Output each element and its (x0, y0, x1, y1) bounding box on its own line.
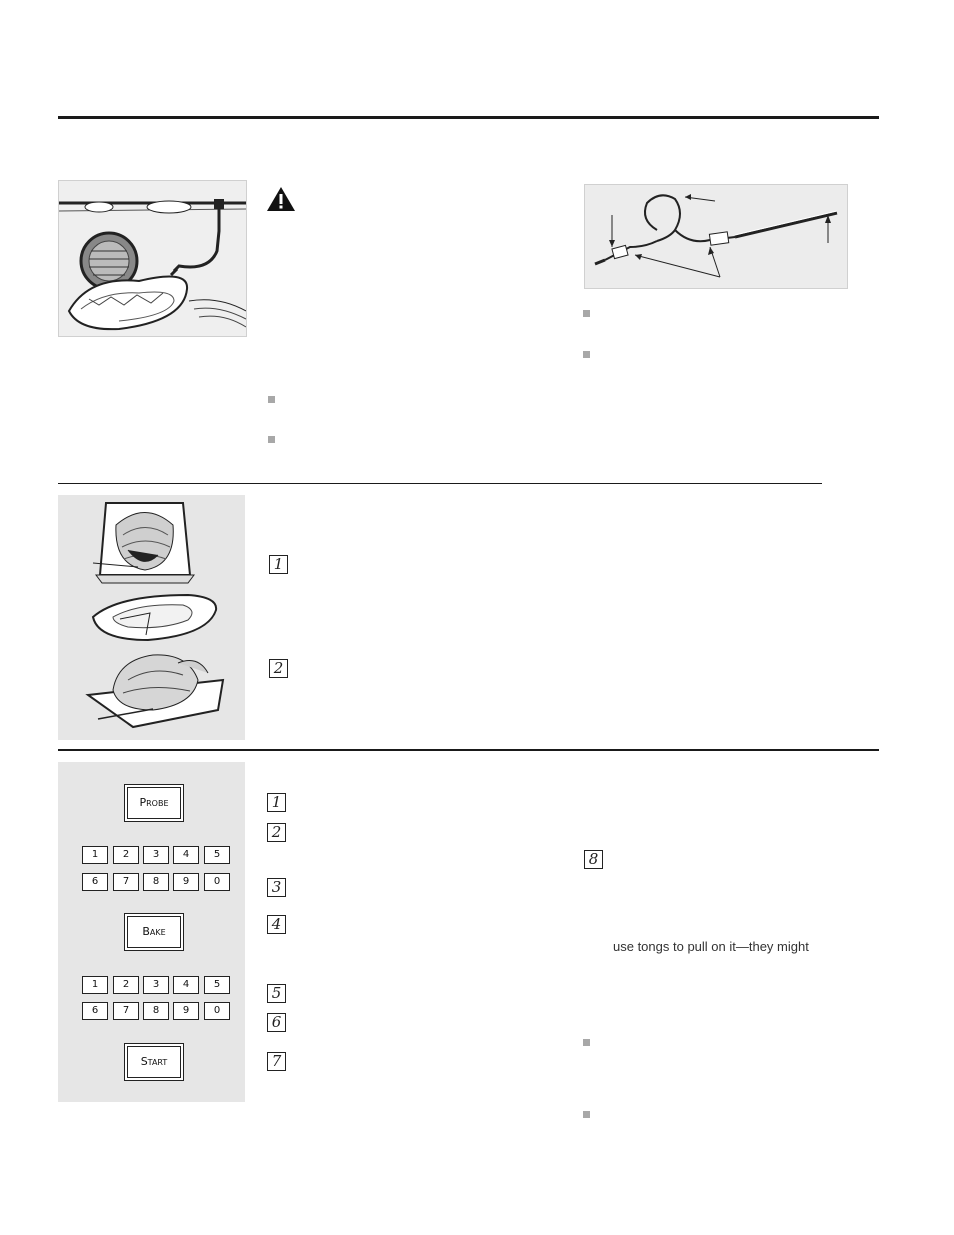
keypad-key[interactable]: 8 (143, 873, 169, 891)
tongs-instruction-text: use tongs to pull on it—they might (613, 939, 809, 954)
bullet-marker (583, 310, 590, 317)
probe-in-oven-illustration (58, 180, 247, 337)
step-8-marker: 8 (584, 850, 603, 869)
control-panel-illustration (58, 762, 245, 1102)
keypad-key[interactable]: 1 (82, 846, 108, 864)
keypad-key[interactable]: 5 (204, 976, 230, 994)
step-7-marker: 7 (267, 1052, 286, 1071)
step-2-marker: 2 (267, 823, 286, 842)
section-divider (58, 483, 822, 484)
keypad-key[interactable]: 9 (173, 873, 199, 891)
step-6-marker: 6 (267, 1013, 286, 1032)
step-1-marker: 1 (269, 555, 288, 574)
bake-button[interactable]: Bake (124, 913, 184, 951)
keypad-key[interactable]: 8 (143, 1002, 169, 1020)
top-rule (58, 116, 879, 119)
keypad-key[interactable]: 0 (204, 873, 230, 891)
keypad-key[interactable]: 7 (113, 1002, 139, 1020)
bullet-marker (583, 351, 590, 358)
keypad-key[interactable]: 9 (173, 1002, 199, 1020)
step-5-marker: 5 (267, 984, 286, 1003)
keypad-key[interactable]: 4 (173, 846, 199, 864)
keypad-key[interactable]: 1 (82, 976, 108, 994)
keypad-key[interactable]: 4 (173, 976, 199, 994)
keypad-key[interactable]: 0 (204, 1002, 230, 1020)
section-rule (58, 749, 879, 751)
step-1-marker: 1 (267, 793, 286, 812)
warning-icon (266, 186, 296, 212)
probe-placement-illustrations (58, 495, 245, 740)
keypad-key[interactable]: 5 (204, 846, 230, 864)
bullet-marker (268, 396, 275, 403)
start-button[interactable]: Start (124, 1043, 184, 1081)
keypad-key[interactable]: 6 (82, 1002, 108, 1020)
step-3-marker: 3 (267, 878, 286, 897)
keypad-key[interactable]: 7 (113, 873, 139, 891)
keypad-key[interactable]: 3 (143, 846, 169, 864)
step-2-marker: 2 (269, 659, 288, 678)
keypad-key[interactable]: 2 (113, 976, 139, 994)
bullet-marker (268, 436, 275, 443)
probe-button[interactable]: Probe (124, 784, 184, 822)
bullet-marker (583, 1039, 590, 1046)
step-4-marker: 4 (267, 915, 286, 934)
keypad-key[interactable]: 6 (82, 873, 108, 891)
keypad-key[interactable]: 3 (143, 976, 169, 994)
keypad-key[interactable]: 2 (113, 846, 139, 864)
bullet-marker (583, 1111, 590, 1118)
probe-parts-diagram (584, 184, 848, 289)
